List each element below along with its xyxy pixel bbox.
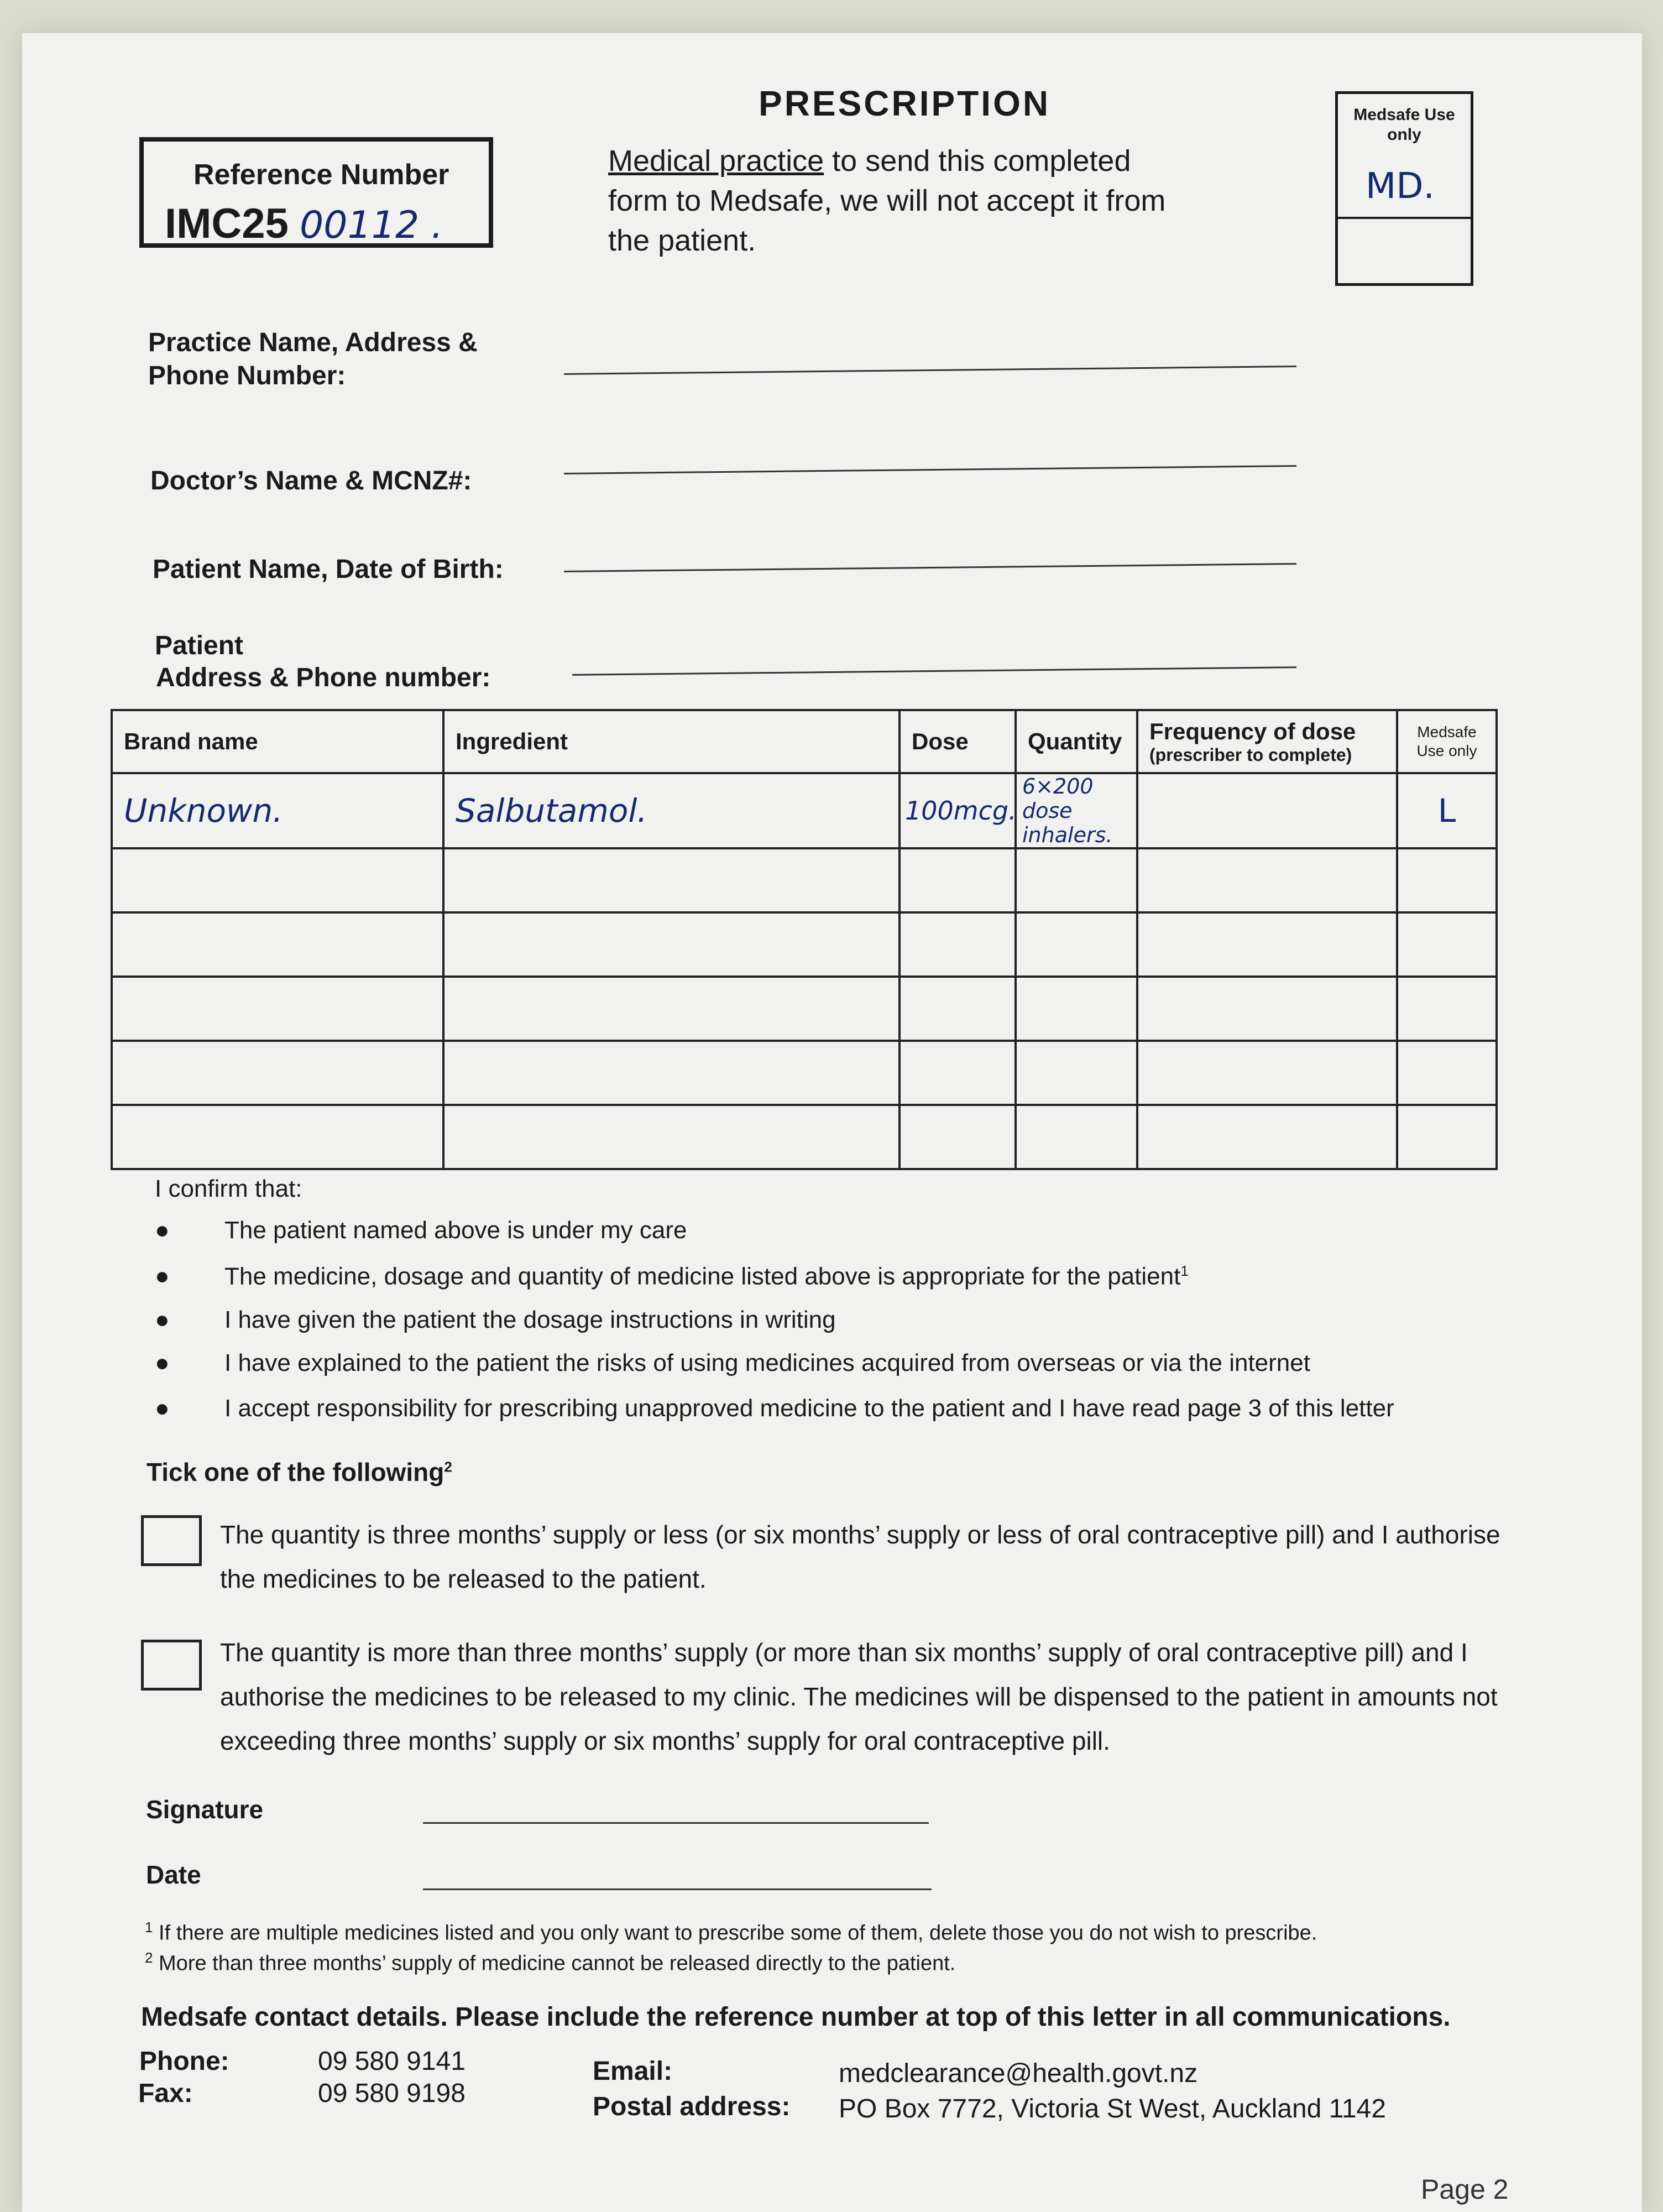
empty-cell[interactable] — [443, 912, 900, 977]
empty-cell[interactable] — [443, 1041, 900, 1105]
empty-cell[interactable] — [900, 1105, 1016, 1169]
cell-quantity[interactable]: 6×200 dose inhalers. — [1016, 773, 1137, 848]
patient-address-label-1: Patient — [155, 631, 244, 660]
option-1-text: The quantity is three months’ supply or less (or six months’ supply or less of oral contraceptive pill) and I authorise the medicines to be released to the patient. — [220, 1520, 1500, 1593]
empty-cell[interactable] — [1137, 1105, 1397, 1169]
signature-label: Signature — [146, 1795, 264, 1824]
medicine-table — [111, 709, 1495, 1151]
date-line[interactable] — [423, 1888, 932, 1890]
footnote-2: $^2$ More than three months’ supply of medicine cannot be released directly to the patient. — [145, 1949, 956, 1975]
bullet-icon: ● — [155, 1262, 170, 1290]
footnote-ref: 2 — [444, 1458, 452, 1475]
page-title: PRESCRIPTION — [759, 84, 1051, 123]
empty-cell[interactable] — [900, 912, 1016, 977]
email-label: Email: — [593, 2057, 673, 2086]
empty-cell — [1397, 1105, 1497, 1169]
cell-brand-name[interactable]: Unknown. — [112, 773, 443, 848]
header-quantity: Quantity — [1016, 710, 1137, 773]
table-row — [112, 1105, 1497, 1169]
cell-medsafe: L — [1397, 773, 1497, 848]
footnote-number: 1 — [145, 1919, 153, 1936]
footnote-1: $^1$ If there are multiple medicines listed and you only want to prescribe some of them, delete those you do not wish to prescribe. — [145, 1919, 1317, 1945]
empty-cell[interactable] — [1137, 1041, 1397, 1105]
cell-dose[interactable]: 100mcg. — [900, 773, 1016, 848]
practice-label: Practice Name, Address & Phone Number: — [148, 328, 478, 390]
empty-cell[interactable] — [112, 848, 443, 912]
empty-cell[interactable] — [1137, 977, 1397, 1041]
cell-frequency[interactable] — [1137, 773, 1397, 848]
notice-underlined: Medical practice — [608, 144, 824, 178]
empty-cell[interactable] — [1137, 848, 1397, 912]
empty-cell[interactable] — [900, 977, 1016, 1041]
tick-heading: Tick one of the following$^2$ — [147, 1458, 452, 1486]
empty-cell — [1397, 912, 1497, 977]
empty-cell[interactable] — [112, 1105, 443, 1169]
header-frequency-sub: (prescriber to complete) — [1149, 744, 1352, 765]
table-row — [112, 912, 1497, 977]
empty-cell[interactable] — [900, 848, 1016, 912]
header-medsafe-use: Medsafe Use only — [1397, 710, 1497, 773]
medsafe-use-label: Medsafe Use only — [1353, 106, 1455, 144]
empty-cell[interactable] — [1016, 848, 1137, 912]
empty-cell[interactable] — [443, 848, 900, 912]
reference-number-handwritten: 00112 . — [300, 204, 443, 247]
medsafe-use-box — [1335, 91, 1473, 286]
cell-ingredient[interactable]: Salbutamol. — [443, 773, 900, 848]
table-row — [112, 773, 1497, 848]
empty-cell[interactable] — [443, 1105, 900, 1169]
header-ingredient: Ingredient — [443, 710, 900, 773]
date-label: Date — [146, 1860, 201, 1889]
reference-number-label: Reference Number — [194, 159, 449, 191]
table-row — [112, 848, 1497, 912]
page-number: Page 2 — [1421, 2174, 1509, 2205]
bullet-icon: ● — [155, 1217, 170, 1244]
empty-cell[interactable] — [1016, 1041, 1137, 1105]
medsafe-box-divider — [1338, 217, 1471, 219]
empty-cell[interactable] — [1016, 977, 1137, 1041]
email-link[interactable]: medclearance@health.govt.nz — [839, 2059, 1198, 2088]
phone-value: 09 580 9141 — [318, 2047, 466, 2076]
empty-cell[interactable] — [112, 1041, 443, 1105]
table-row — [112, 1041, 1497, 1105]
empty-cell[interactable] — [1016, 912, 1137, 977]
phone-label: Phone: — [139, 2047, 229, 2076]
reference-number-box — [139, 137, 493, 248]
empty-cell[interactable] — [112, 977, 443, 1041]
header-frequency — [1137, 710, 1397, 773]
footnote-ref: 1 — [1180, 1262, 1189, 1279]
fax-value: 09 580 9198 — [318, 2079, 466, 2108]
medsafe-initials: MD. — [1366, 166, 1435, 207]
reference-number-prefix: IMC25 — [165, 200, 289, 247]
empty-cell — [1397, 848, 1497, 912]
postal-value: PO Box 7772, Victoria St West, Auckland 1142 — [839, 2094, 1386, 2124]
table-row — [112, 977, 1497, 1041]
confirm-intro: I confirm that: — [155, 1175, 302, 1202]
header-brand-name: Brand name — [112, 710, 443, 773]
bullet-icon: ● — [155, 1306, 170, 1333]
patient-name-label: Patient Name, Date of Birth: — [153, 555, 504, 584]
doctor-label: Doctor’s Name & MCNZ#: — [150, 466, 472, 495]
patient-address-label-2: Address & Phone number: — [156, 663, 491, 692]
submission-notice — [608, 141, 1183, 260]
option-2-text: The quantity is more than three months’ supply (or more than six months’ supply of oral contraceptive pill) and I authorise the medicines to be released to my clinic. The medicines will be dispensed to the patient in amounts not exceeding three months’ supply or six months’ supply for oral contraceptive pill. — [220, 1638, 1498, 1755]
header-frequency-main: Frequency of dose — [1149, 718, 1356, 744]
bullet-icon: ● — [155, 1349, 170, 1376]
postal-label: Postal address: — [593, 2092, 791, 2121]
contact-heading: Medsafe contact details. Please include the reference number at top of this letter in all communications. — [141, 2002, 1451, 2032]
notice-rest: to send this completed form to Medsafe, we will not accept it from the patient. — [608, 144, 1166, 257]
header-dose: Dose — [900, 710, 1016, 773]
empty-cell — [1397, 1041, 1497, 1105]
empty-cell[interactable] — [443, 977, 900, 1041]
empty-cell — [1397, 977, 1497, 1041]
empty-cell[interactable] — [1137, 912, 1397, 977]
empty-cell[interactable] — [900, 1041, 1016, 1105]
empty-cell[interactable] — [112, 912, 443, 977]
table-header-row — [112, 710, 1497, 773]
bullet-icon: ● — [155, 1395, 170, 1422]
option-2-checkbox[interactable] — [141, 1640, 202, 1691]
footnote-number: 2 — [145, 1949, 153, 1966]
option-1-checkbox[interactable] — [141, 1515, 202, 1566]
fax-label: Fax: — [138, 2079, 193, 2108]
empty-cell[interactable] — [1016, 1105, 1137, 1169]
signature-line[interactable] — [423, 1822, 929, 1824]
